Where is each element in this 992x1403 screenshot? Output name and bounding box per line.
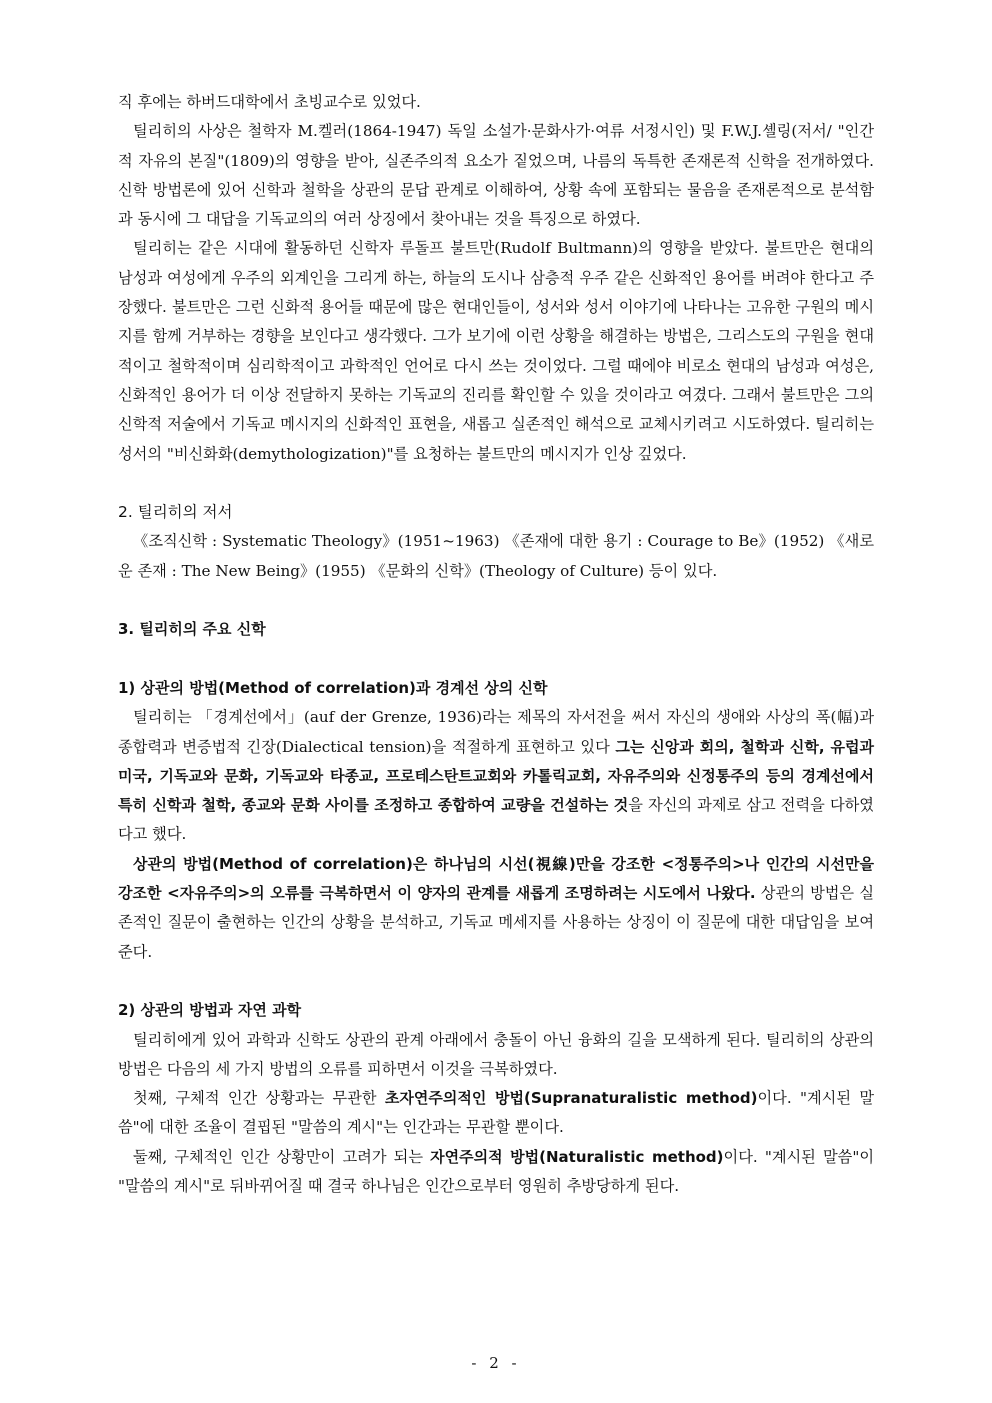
spacer [118, 645, 874, 674]
page-number: - 2 - [471, 1354, 521, 1372]
section-3-2-title: 2) 상관의 방법과 자연 과학 [118, 1001, 302, 1020]
spacer [118, 469, 874, 498]
section-3-1-paragraph-1: 틸리히는 「경계선에서」(auf der Grenze, 1936)라는 제목의 자서전을 써서 자신의 생애와 사상의 폭(幅)과 종합력과 변증법적 긴장(Dialectical tension)을 적절하게 표현하고 있다 그는 신앙과 회의, 철학과 신학, 유럽과 미국, 기독교와 문화, 기독교와 타종교, 프로테스탄트교회와 카톨릭교회, 자유주의와 신정통주의 등의 경계선에서 특히 신학과 철학, 종교와 문화 사이를 조정하고 종합하여 교량을 건설하는 것을 자신의 과제로 삼고 전력을 다하였다고 했다. [118, 708, 874, 844]
spacer [118, 967, 874, 996]
section-3-2-paragraph-1: 틸리히에게 있어 과학과 신학도 상관의 관계 아래에서 충돌이 아닌 융화의 길을 모색하게 된다. 틸리히의 상관의 방법은 다음의 세 가지 방법의 오류를 피하면서 이것을 극복하였다. [118, 1030, 874, 1078]
paragraph-1: 직 후에는 하버드대학에서 초빙교수로 있었다. [118, 93, 421, 111]
section-3-1-title: 1) 상관의 방법(Method of correlation)과 경계선 상의 신학 [118, 678, 548, 697]
section-3-2-paragraph-3: 둘째, 구체적인 인간 상황만이 고려가 되는 자연주의적 방법(Naturalistic method)이다. "계시된 말씀"이 "말씀의 계시"로 뒤바뀌어질 때 결국 하나님은 인간으로부터 영원히 추방당하게 된다. [118, 1147, 874, 1195]
document-page [118, 88, 874, 1201]
section-3-1-paragraph-2: 상관의 방법(Method of correlation)은 하나님의 시선(視線)만을 강조한 <정통주의>나 인간의 시선만을 강조한 <자유주의>의 오류를 극복하면서 이 양자의 관계를 새롭게 조명하려는 시도에서 나왔다. 상관의 방법은 실존적인 질문이 출현하는 인간의 상황을 분석하고, 기독교 메세지를 사용하는 상징이 이 질문에 대한 대답임을 보여준다. [118, 854, 874, 961]
section-2-title: 2. 틸리히의 저서 [118, 503, 233, 522]
section-3-title: 3. 틸리히의 주요 신학 [118, 620, 266, 639]
section-2-text: 《조직신학 : Systematic Theology》(1951~1963) 《존재에 대한 용기 : Courage to Be》(1952) 《새로운 존재 : The New Being》(1955) 《문화의 신학》(Theology of Culture) 등이 있다. [118, 532, 874, 580]
section-3-2-paragraph-2: 첫째, 구체적 인간 상황과는 무관한 초자연주의적인 방법(Supranaturalistic method)이다. "계시된 말씀"에 대한 조율이 결핍된 "말씀의 계시"는 인간과는 무관할 뿐이다. [118, 1089, 874, 1137]
spacer [118, 586, 874, 615]
paragraph-2: 틸리히의 사상은 철학자 M.켈러(1864-1947) 독일 소설가·문화사가·여류 서정시인) 및 F.W.J.셸링(저서/ "인간적 자유의 본질"(1809)의 영향을 받아, 실존주의적 요소가 짙었으며, 나름의 독특한 존재론적 신학을 전개하였다. 신학 방법론에 있어 신학과 철학을 상관의 문답 관계로 이해하여, 상황 속에 포함되는 물음을 존재론적으로 분석함과 동시에 그 대답을 기독교의의 여러 상징에서 찾아내는 것을 특징으로 하였다. [118, 122, 874, 229]
paragraph-3: 틸리히는 같은 시대에 활동하던 신학자 루돌프 불트만(Rudolf Bultmann)의 영향을 받았다. 불트만은 현대의 남성과 여성에게 우주의 외계인을 그리게 하는, 하늘의 도시나 삼층적 우주 같은 신화적인 용어를 버려야 한다고 주장했다. 불트만은 그런 신화적 용어들 때문에 많은 현대인들이, 성서와 성서 이야기에 나타나는 고유한 구원의 메시지를 함께 거부하는 경향을 보인다고 생각했다. 그가 보기에 이런 상황을 해결하는 방법은, 그리스도의 구원을 현대적이고 철학적이며 심리학적이고 과학적인 언어로 다시 쓰는 것이었다. 그럴 때에야 비로소 현대의 남성과 여성은, 신화적인 용어가 더 이상 전달하지 못하는 기독교의 진리를 확인할 수 있을 것이라고 여겼다. 그래서 불트만은 그의 신학적 저술에서 기독교 메시지의 신화적인 표현을, 새롭고 실존적인 해석으로 교체시키려고 시도하였다. 틸리히는 성서의 "비신화화(demythologization)"를 요청하는 불트만의 메시지가 인상 깊었다. [118, 239, 874, 463]
